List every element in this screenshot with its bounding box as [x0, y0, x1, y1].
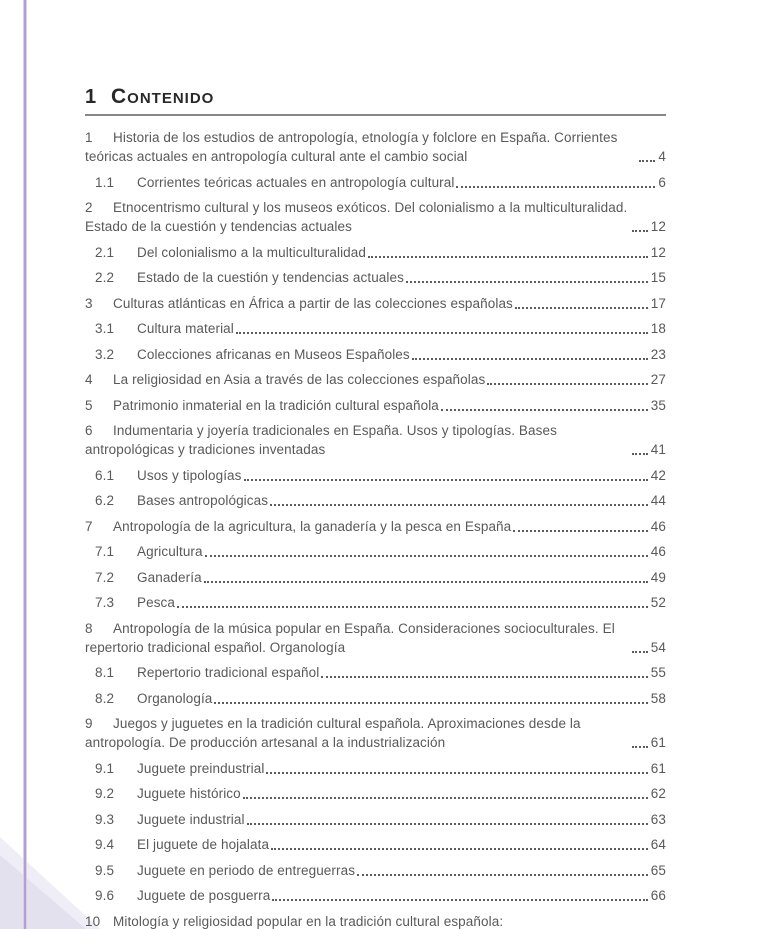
toc-entry[interactable]: [85, 810, 666, 829]
dot-leader: [357, 874, 648, 876]
toc-entry[interactable]: [85, 319, 666, 338]
dot-leader: [205, 555, 648, 557]
dot-leader: [456, 186, 655, 188]
toc-entry-page: 42: [650, 467, 666, 483]
toc-entry-page: 12: [650, 219, 666, 234]
toc-entry-page: 64: [650, 837, 666, 852]
toc-entry[interactable]: [85, 714, 666, 752]
left-margin-line: [24, 0, 26, 929]
toc-entry-page: 18: [650, 321, 666, 336]
toc-entry-number: 9.3: [95, 811, 115, 827]
toc-entry-number: 8: [85, 620, 93, 636]
toc-entry-number: 4: [85, 372, 93, 387]
toc-entry-title: Pesca: [137, 595, 176, 610]
toc-entry-number: 6: [85, 423, 93, 438]
toc-entry-number: 8.1: [95, 665, 115, 680]
toc-entry-number: 7: [85, 518, 93, 534]
toc-entry[interactable]: [85, 421, 666, 459]
dot-leader: [515, 307, 648, 309]
dot-leader: [487, 383, 647, 385]
dot-leader: [412, 358, 648, 360]
dot-leader: [236, 332, 648, 334]
toc-entry-title: Bases antropológicas: [137, 493, 269, 508]
toc-entry-page: 62: [650, 786, 666, 801]
toc-entry-number: 7.1: [95, 544, 115, 559]
toc-entry-number: 6.1: [95, 467, 115, 483]
toc-entry-number: 7.2: [95, 569, 115, 585]
toc-entry-page: 12: [650, 244, 666, 260]
toc-entry[interactable]: [85, 759, 666, 778]
toc-entry-page: 23: [650, 346, 666, 362]
toc-content: [85, 84, 666, 929]
toc-entry-number: 9.5: [95, 862, 115, 878]
toc-entry[interactable]: [85, 173, 666, 192]
toc-entry-number: 9.6: [95, 888, 115, 903]
toc-entry-number: 6.2: [95, 493, 115, 508]
toc-entry-number: 9.2: [95, 786, 115, 801]
toc-entry-title: Organología: [137, 690, 213, 706]
toc-entry[interactable]: [85, 396, 666, 415]
toc-entry[interactable]: [85, 268, 666, 287]
toc-entry[interactable]: [85, 542, 666, 561]
toc-entry[interactable]: [85, 128, 666, 166]
dot-leader: [513, 530, 648, 532]
dot-leader: [272, 899, 647, 901]
toc-entry-page: 65: [650, 862, 666, 878]
toc-entry[interactable]: [85, 912, 666, 929]
toc-entry-page: 61: [650, 735, 666, 750]
toc-entry[interactable]: [85, 243, 666, 262]
toc-entry-title: Juguete industrial: [137, 811, 245, 827]
toc-entry-page: 6: [658, 174, 666, 190]
toc-entry-title: Estado de la cuestión y tendencias actuales: [137, 270, 404, 285]
toc-entry-title: Agricultura: [137, 544, 203, 559]
toc-entry-page: 44: [650, 493, 666, 508]
toc-entry[interactable]: [85, 886, 666, 905]
dot-leader: [368, 256, 648, 258]
toc-entry[interactable]: [85, 619, 666, 657]
dot-leader: [639, 160, 655, 162]
toc-entry-title: Del colonialismo a la multiculturalidad: [137, 244, 367, 260]
toc-entry-page: 61: [650, 760, 666, 776]
toc-entry-title: Colecciones africanas en Museos Españoles: [137, 346, 410, 362]
toc-entry-page: 46: [650, 544, 666, 559]
toc-entry-page: 41: [650, 442, 666, 457]
toc-entry-page: 54: [650, 639, 666, 655]
toc-entry-page: 35: [650, 397, 666, 413]
toc-entry-number: 9: [85, 716, 93, 731]
toc-entry[interactable]: [85, 593, 666, 612]
dot-leader: [441, 409, 648, 411]
toc-entry-number: 1: [85, 130, 93, 145]
dot-leader: [247, 823, 648, 825]
toc-entry[interactable]: [85, 491, 666, 510]
toc-entry-number: 2.2: [95, 270, 115, 285]
dot-leader: [214, 702, 647, 704]
toc-entry-page: 66: [650, 888, 666, 903]
toc-entry-page: 17: [650, 295, 666, 311]
toc-entry-title: Cultura material: [137, 321, 234, 336]
dot-leader: [266, 772, 647, 774]
toc-entry-title: La religiosidad en Asia a través de las colecciones españolas: [113, 372, 486, 387]
toc-entry-number: 1.1: [95, 174, 115, 190]
toc-entry-page: 15: [650, 270, 666, 285]
toc-entry-title: Antropología de la agricultura, la ganadería y la pesca en España: [113, 518, 512, 534]
toc-entry[interactable]: [85, 835, 666, 854]
toc-entry-title: Repertorio tradicional español: [137, 665, 320, 680]
toc-entry-title: Juegos y juguetes en la tradición cultural española. Aproximaciones desde la antropología. De producción artesanal a la industrialización: [85, 716, 581, 750]
toc-entry[interactable]: [85, 294, 666, 313]
toc-entry[interactable]: [85, 568, 666, 587]
toc-entry-page: 63: [650, 811, 666, 827]
toc-entry-page: 4: [658, 149, 666, 164]
toc-entry-title: Antropología de la música popular en España. Consideraciones socioculturales. El repertorio tradicional español. Organología: [85, 620, 615, 655]
toc-entry-number: 3: [85, 295, 93, 311]
toc-entry[interactable]: [85, 784, 666, 803]
toc-entry-title: Mitología y religiosidad popular en la tradición cultural española:: [113, 913, 504, 929]
dot-leader: [632, 651, 648, 653]
dot-leader: [321, 676, 647, 678]
toc-heading-text: Contenido: [111, 85, 215, 108]
toc-entry-number: 2: [85, 200, 93, 215]
dot-leader: [632, 453, 648, 455]
toc-entry-number: 2.1: [95, 244, 115, 260]
toc-entry-page: 49: [650, 569, 666, 585]
toc-entry-title: Etnocentrismo cultural y los museos exóticos. Del colonialismo a la multiculturalidad. Estado de la cuestión y tendencias actuales: [85, 200, 628, 234]
toc-entry[interactable]: [85, 861, 666, 880]
toc-entry-number: 10: [85, 913, 101, 929]
toc-entry-number: 9.4: [95, 837, 115, 852]
dot-leader: [271, 848, 648, 850]
toc-entry-title: Culturas atlánticas en África a partir de las colecciones españolas: [113, 295, 513, 311]
toc-entry[interactable]: [85, 663, 666, 682]
toc-entry[interactable]: [85, 198, 666, 236]
toc-entry-title: Ganadería: [137, 569, 202, 585]
dot-leader: [204, 581, 648, 583]
toc-entry-page: 55: [650, 665, 666, 680]
dot-leader: [406, 281, 648, 283]
toc-entry-number: 3.2: [95, 346, 115, 362]
toc-entry-title: Juguete histórico: [137, 786, 241, 801]
toc-entry-number: 7.3: [95, 595, 115, 610]
toc-entry[interactable]: [85, 517, 666, 536]
toc-entry-number: 9.1: [95, 760, 115, 776]
toc-entry-title: Usos y tipologías: [137, 467, 242, 483]
dot-leader: [632, 746, 648, 748]
toc-entry-title: Juguete de posguerra: [137, 888, 271, 903]
toc-entry-title: Juguete en periodo de entreguerras: [137, 862, 356, 878]
toc-entry-title: Juguete preindustrial: [137, 760, 265, 776]
toc-entry[interactable]: [85, 345, 666, 364]
toc-entry-number: 5: [85, 397, 93, 413]
toc-entry-page: 27: [650, 372, 666, 387]
toc-entry-title: Historia de los estudios de antropología, etnología y folclore en España. Corrientes teóricas actuales en antropología cultural ante el cambio social: [85, 130, 618, 164]
toc-entry-page: 46: [650, 518, 666, 534]
toc-heading-number: 1: [85, 86, 97, 108]
toc-entry-title: Corrientes teóricas actuales en antropología cultural: [137, 174, 455, 190]
toc-heading: [85, 84, 666, 116]
dot-leader: [244, 479, 648, 481]
toc-entry-page: 52: [650, 595, 666, 610]
toc-entry-title: Indumentaria y joyería tradicionales en España. Usos y tipologías. Bases antropológicas y tradiciones inventadas: [85, 423, 557, 457]
toc-list: [85, 128, 666, 929]
toc-entry-page: 58: [650, 690, 666, 706]
toc-entry[interactable]: [85, 370, 666, 389]
toc-entry-title: Patrimonio inmaterial en la tradición cultural española: [113, 397, 439, 413]
dot-leader: [243, 797, 648, 799]
dot-leader: [177, 606, 648, 608]
dot-leader: [270, 504, 648, 506]
toc-entry[interactable]: [85, 466, 666, 485]
toc-entry-number: 3.1: [95, 321, 115, 336]
toc-entry[interactable]: [85, 689, 666, 708]
dot-leader: [632, 230, 648, 232]
toc-entry-number: 8.2: [95, 690, 115, 706]
toc-entry-title: El juguete de hojalata: [137, 837, 270, 852]
